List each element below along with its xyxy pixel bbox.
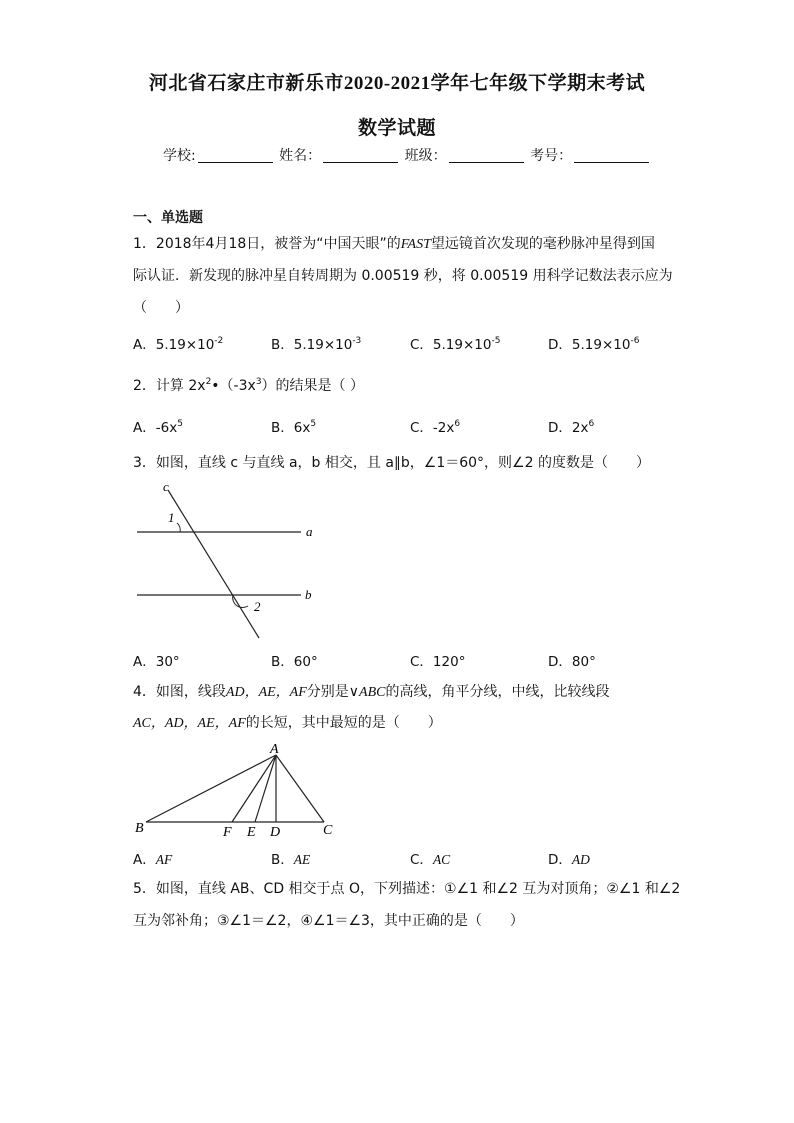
q1-stem-line1: 1．2018年4月18日，被誉为“中国天眼”的FAST望远镜首次发现的毫秒脉冲星得到国 bbox=[133, 236, 655, 252]
label-a: a bbox=[306, 524, 313, 539]
exam-title: 河北省石家庄市新乐市2020-2021学年七年级下学期末考试 bbox=[148, 73, 646, 94]
segment-AF bbox=[232, 755, 276, 822]
q2-option-a: A．$-6x^5$ bbox=[133, 419, 183, 436]
label-D: D bbox=[270, 825, 281, 840]
q2-stem: 2．计算 $2x^2•(-3x^3)$的结果是（ ） bbox=[133, 377, 364, 394]
q3-stem: 3．如图，直线 c 与直线 a，b 相交，且 a∥b，∠1＝60°，则∠2 的度数是（ ） bbox=[133, 455, 650, 471]
label-B: B bbox=[135, 821, 144, 836]
q3-option-c: C．120° bbox=[410, 654, 466, 670]
q1-option-b: B．$5.19\times 10^{-3}$ bbox=[271, 336, 362, 353]
q2-option-d: D．$2x^6$ bbox=[548, 419, 595, 436]
triangle-symbol: ∨ bbox=[348, 684, 360, 700]
label-c: c bbox=[163, 479, 169, 494]
q4-stem-line2: AC，AD，AE，AF的长短，其中最短的是（ ） bbox=[133, 715, 442, 731]
q4-option-c: C．AC bbox=[410, 852, 451, 868]
segment-AE bbox=[255, 755, 276, 822]
label-b: b bbox=[305, 587, 312, 602]
segment-AC bbox=[276, 755, 324, 822]
q2-option-b: B．$6x^5$ bbox=[271, 419, 317, 436]
q1-option-c: C．$5.19\times 10^{-5}$ bbox=[410, 336, 501, 353]
label-C: C bbox=[323, 823, 333, 838]
q1-stem-line3: （ ） bbox=[133, 300, 189, 316]
q1-stem-line2: 际认证．新发现的脉冲星自转周期为 0.00519 秒，将 0.00519 用科学记数法表示应为 bbox=[133, 268, 673, 284]
label-angle-2: 2 bbox=[254, 599, 261, 614]
school-label: 学校: bbox=[163, 148, 196, 164]
q4-option-b: B．AE bbox=[271, 852, 311, 868]
q3-option-b: B．60° bbox=[271, 654, 318, 670]
q2-option-c: C．$-2x^6$ bbox=[410, 419, 461, 436]
q4-option-d: D．AD bbox=[548, 852, 590, 868]
label-angle-1: 1 bbox=[168, 510, 175, 525]
q5-stem-line1: 5．如图，直线 AB、CD 相交于点 O，下列描述：①∠1 和∠2 互为对顶角；②∠1 和∠2 bbox=[133, 881, 681, 897]
segment-AB bbox=[146, 755, 276, 822]
label-A: A bbox=[270, 742, 279, 757]
exam-no-label: 考号： bbox=[530, 148, 573, 164]
q1-option-d: D．$5.19\times 10^{-6}$ bbox=[548, 336, 640, 353]
q3-option-d: D．80° bbox=[548, 654, 596, 670]
label-E: E bbox=[247, 825, 256, 840]
exam-subtitle: 数学试题 bbox=[357, 118, 436, 139]
class-label: 班级： bbox=[404, 148, 447, 164]
q3-option-a: A．30° bbox=[133, 654, 180, 670]
q1-option-a: A．$5.19\times 10^{-2}$ bbox=[133, 336, 224, 353]
name-label: 姓名： bbox=[279, 148, 322, 164]
label-F: F bbox=[223, 825, 232, 840]
section-heading: 一、单选题 bbox=[133, 210, 203, 226]
q4-stem-line1: 4．如图，线段AD，AE，AF分别是∨ABC的高线，角平分线，中线，比较线段 bbox=[133, 684, 610, 700]
q4-option-a: A．AF bbox=[133, 852, 173, 868]
q5-stem-line2: 互为邻补角；③∠1＝∠2，④∠1＝∠3，其中正确的是（ ） bbox=[133, 913, 524, 929]
